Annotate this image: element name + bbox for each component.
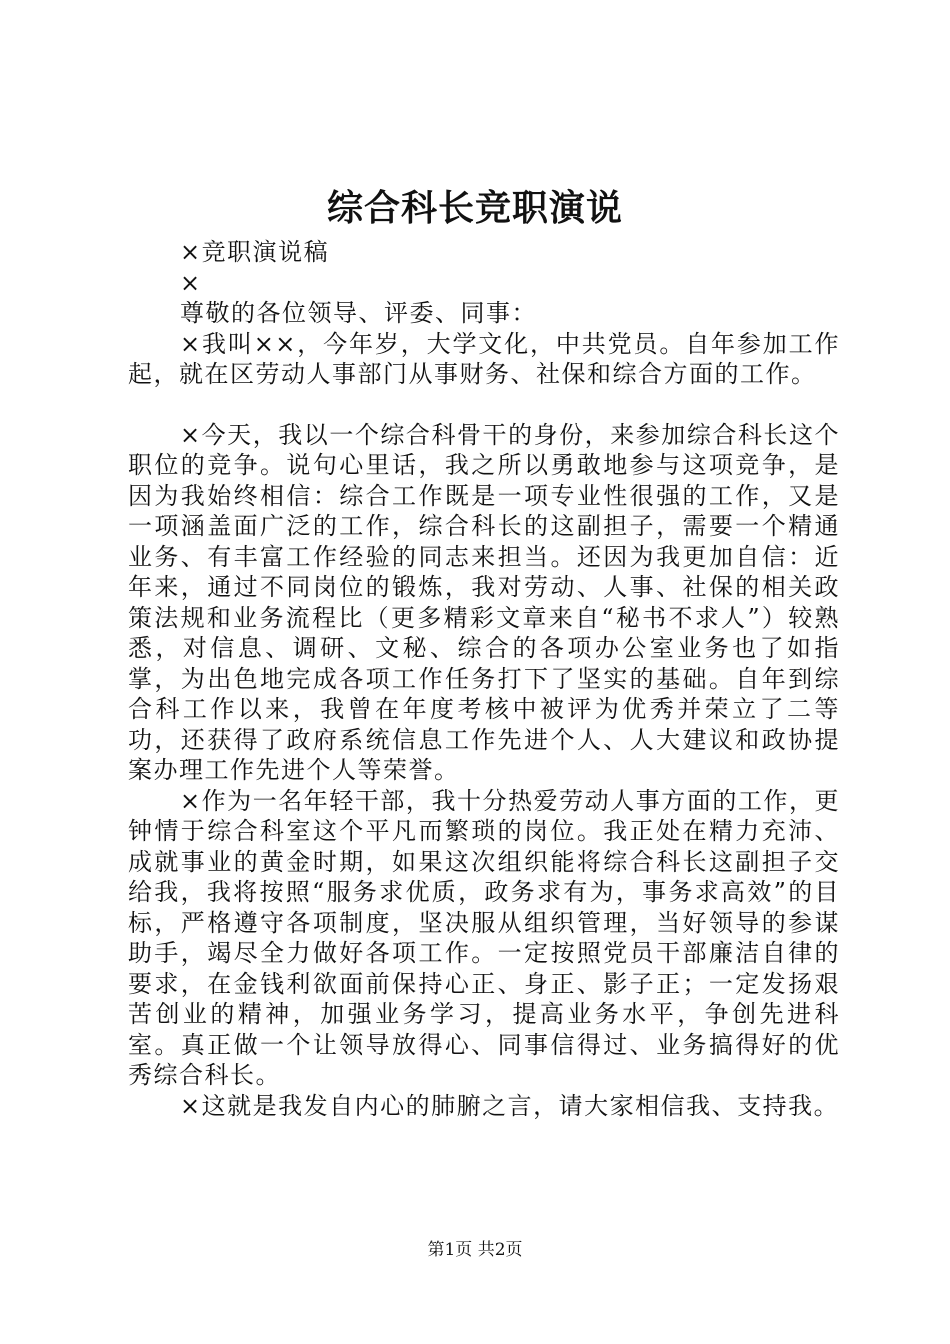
document-title: 综合科长竞职演说 [326,187,623,229]
paragraph-salutation: 尊敬的各位领导、评委、同事： [180,299,537,327]
paragraph-closing: ×这就是我发自内心的肺腑之言，请大家相信我、支持我。 [180,1091,840,1120]
page-number-footer: 第1页 共2页 [427,1240,523,1260]
paragraph-greeting-header: ×竞职演说稿 [180,238,330,266]
paragraph-placeholder: × [180,268,202,297]
paragraph-commitment: ×作为一名年轻干部，我十分热爱劳动人事方面的工作，更钟情于综合科室这个平凡而繁琐的岗位。我正处在精力充沛、成就事业的黄金时期，如果这次组织能将综合科长这副担子交给我，我将按照“服务求优质，政务求有为，事务求高效”的目标，严格遵守各项制度，坚决服从组织管理，当好领导的参谋助手，竭尽全力做好各项工作。一定按照党员干部廉洁自律的要求，在金钱利欲面前保持心正、身正、影子正；一定发扬艰苦创业的精神，加强业务学习，提高业务水平，争创先进科室。真正做一个让领导放得心、同事信得过、业务搞得好的优秀综合科长。 [128,786,840,1089]
paragraph-introduction: ×我叫××，今年岁，大学文化，中共党员。自年参加工作起，就在区劳动人事部门从事财务、社保和综合方面的工作。 [128,329,840,388]
document-body [128,237,840,1121]
paragraph-motivation: ×今天，我以一个综合科骨干的身份，来参加综合科长这个职位的竞争。说句心里话，我之所以勇敢地参与这项竞争，是因为我始终相信：综合工作既是一项专业性很强的工作，又是一项涵盖面广泛的工作，综合科长的这副担子，需要一个精通业务、有丰富工作经验的同志来担当。还因为我更加自信：近年来，通过不同岗位的锻炼，我对劳动、人事、社保的相关政策法规和业务流程比（更多精彩文章来自“秘书不求人”）较熟悉，对信息、调研、文秘、综合的各项办公室业务也了如指掌，为出色地完成各项工作任务打下了坚实的基础。自年到综合科工作以来，我曾在年度考核中被评为优秀并荣立了二等功，还获得了政府系统信息工作先进个人、人大建议和政协提案办理工作先进个人等荣誉。 [128,420,840,784]
